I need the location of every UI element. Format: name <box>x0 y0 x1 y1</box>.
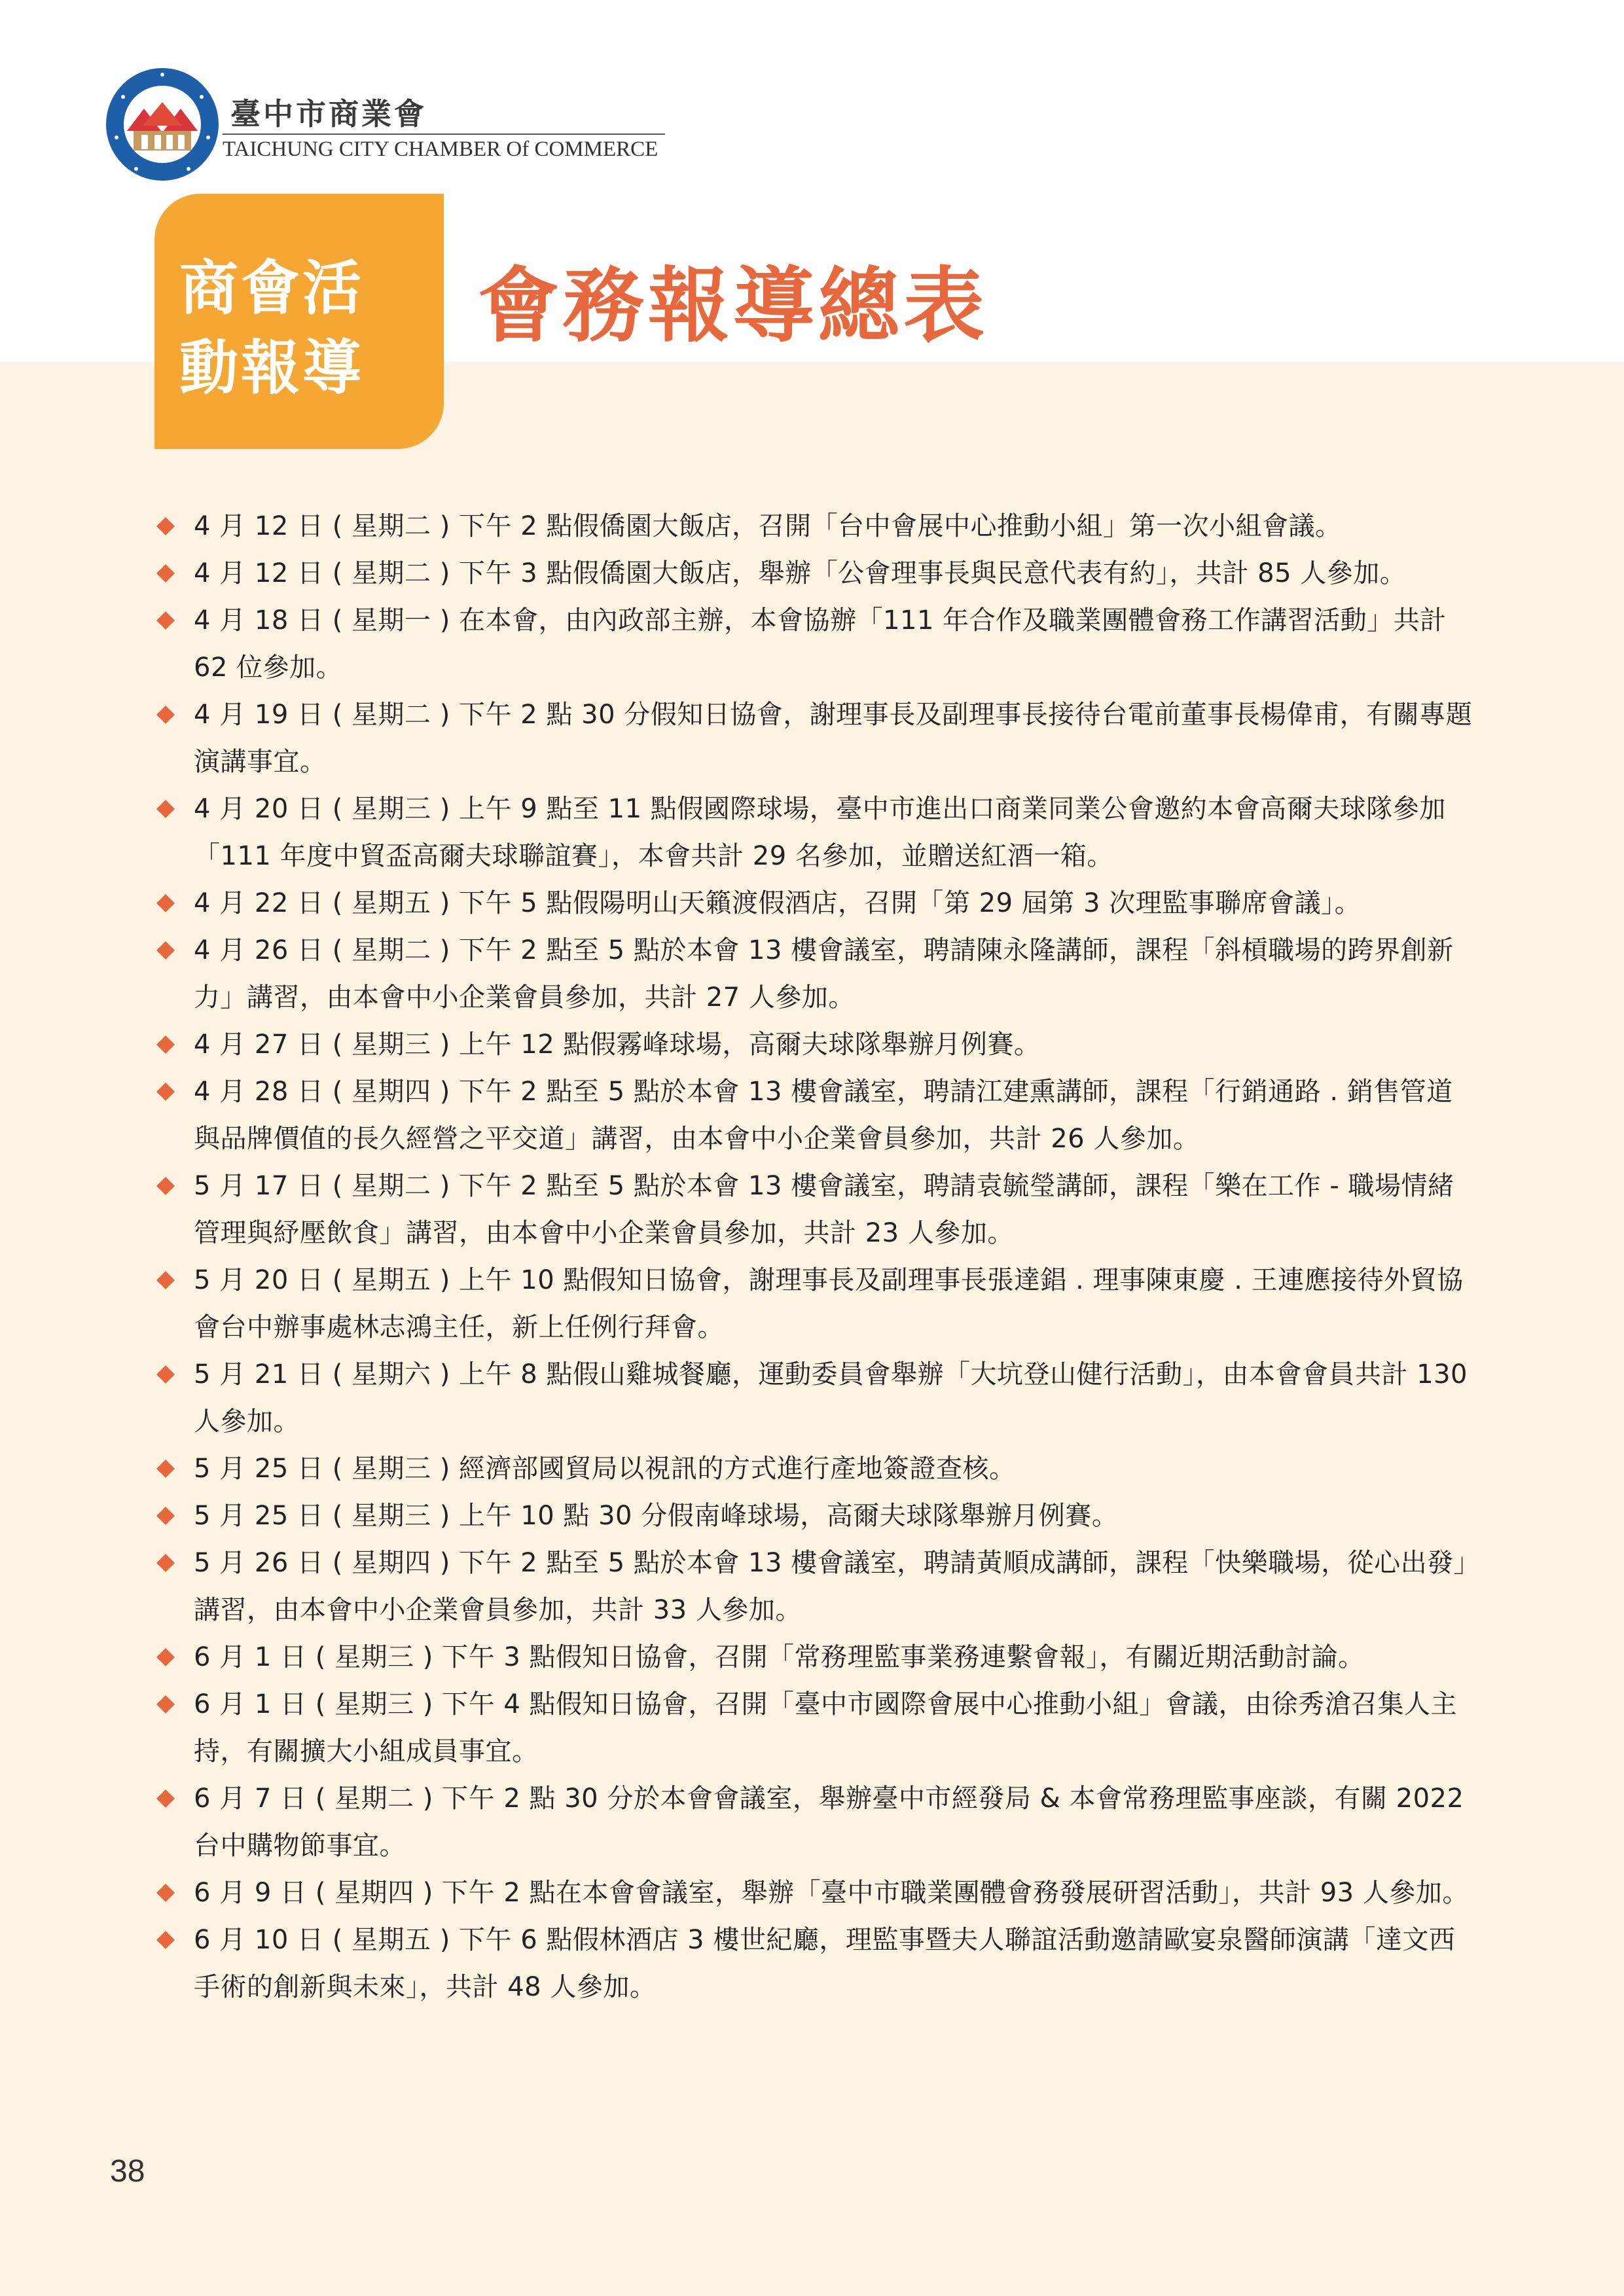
report-item <box>154 1068 1477 1162</box>
diamond-bullet-icon <box>156 1176 175 1196</box>
report-list <box>154 503 1477 2011</box>
report-item <box>154 1916 1477 2011</box>
report-item <box>154 880 1477 927</box>
report-item <box>154 1445 1477 1492</box>
report-item-text: 5 月 17 日 ( 星期二 ) 下午 2 點至 5 點於本會 13 樓會議室，聘請袁毓瑩講師，課程「樂在工作 - 職場情緒管理與紓壓飲食」講習，由本會中小企業會員參加，共計 23 人參加。 <box>194 1171 1454 1248</box>
report-item-text: 6 月 9 日 ( 星期四 ) 下午 2 點在本會會議室，舉辦「臺中市職業團體會務發展研習活動」，共計 93 人參加。 <box>194 1878 1469 1908</box>
report-item <box>154 1634 1477 1681</box>
diamond-bullet-icon <box>156 1035 175 1054</box>
report-item <box>154 503 1477 550</box>
diamond-bullet-icon <box>156 1506 175 1526</box>
report-item-text: 4 月 26 日 ( 星期二 ) 下午 2 點至 5 點於本會 13 樓會議室，聘請陳永隆講師，課程「斜槓職場的跨界創新力」講習，由本會中小企業會員參加，共計 27 人參加。 <box>194 935 1454 1013</box>
diamond-bullet-icon <box>156 1930 175 1950</box>
diamond-bullet-icon <box>156 1789 175 1808</box>
report-item <box>154 785 1477 880</box>
page-title: 會務報導總表 <box>478 259 989 353</box>
report-item <box>154 1539 1477 1634</box>
section-tag-line-2: 動報導 <box>179 334 364 403</box>
report-item-text: 5 月 20 日 ( 星期五 ) 上午 10 點假知日協會，謝理事長及副理事長張達錩 . 理事陳東慶 . 王連應接待外貿協會台中辦事處林志鴻主任，新上任例行拜會。 <box>194 1265 1464 1342</box>
diamond-bullet-icon <box>156 1553 175 1573</box>
report-item <box>154 1162 1477 1257</box>
report-item-text: 5 月 21 日 ( 星期六 ) 上午 8 點假山雞城餐廳，運動委員會舉辦「大坑登山健行活動」，由本會會員共計 130 人參加。 <box>194 1359 1468 1437</box>
diamond-bullet-icon <box>156 516 175 536</box>
diamond-bullet-icon <box>156 1082 175 1102</box>
report-item-text: 6 月 1 日 ( 星期三 ) 下午 4 點假知日協會，召開「臺中市國際會展中心推動小組」會議，由徐秀滄召集人主持，有關擴大小組成員事宜。 <box>194 1689 1457 1767</box>
diamond-bullet-icon <box>156 705 175 725</box>
diamond-bullet-icon <box>156 1270 175 1290</box>
org-name-zh: 臺中市商業會 <box>230 96 427 132</box>
report-item-text: 4 月 27 日 ( 星期三 ) 上午 12 點假霧峰球場，高爾夫球隊舉辦月例賽。 <box>194 1030 1041 1060</box>
report-item <box>154 1492 1477 1539</box>
report-item <box>154 1351 1477 1445</box>
report-item-text: 4 月 12 日 ( 星期二 ) 下午 2 點假僑園大飯店，召開「台中會展中心推動小組」第一次小組會議。 <box>194 511 1342 541</box>
report-item-text: 5 月 26 日 ( 星期四 ) 下午 2 點至 5 點於本會 13 樓會議室，聘請黃順成講師，課程「快樂職場，從心出發」講習，由本會中小企業會員參加，共計 33 人參加。 <box>194 1548 1468 1625</box>
report-item <box>154 597 1477 691</box>
report-item-text: 4 月 18 日 ( 星期一 ) 在本會，由內政部主辦，本會協辦「111 年合作及職業團體會務工作講習活動」共計 62 位參加。 <box>194 605 1447 683</box>
report-item-text: 4 月 28 日 ( 星期四 ) 下午 2 點至 5 點於本會 13 樓會議室，聘請江建熏講師，課程「行銷通路 . 銷售管道與品牌價值的長久經營之平交道」講習，由本會中小企業會員參加，共計 26 人參加。 <box>194 1077 1453 1154</box>
diamond-bullet-icon <box>156 1647 175 1667</box>
report-item <box>154 691 1477 785</box>
report-item <box>154 1021 1477 1068</box>
report-item-text: 4 月 19 日 ( 星期二 ) 下午 2 點 30 分假知日協會，謝理事長及副理事長接待台電前董事長楊偉甫，有關專題演講事宜。 <box>194 700 1473 777</box>
report-item <box>154 1257 1477 1351</box>
report-item-text: 4 月 22 日 ( 星期五 ) 下午 5 點假陽明山天籟渡假酒店，召開「第 29 屆第 3 次理監事聯席會議」。 <box>194 888 1362 918</box>
page-number: 38 <box>110 2154 145 2189</box>
report-item-text: 5 月 25 日 ( 星期三 ) 上午 10 點 30 分假南峰球場，高爾夫球隊舉辦月例賽。 <box>194 1501 1119 1531</box>
report-item <box>154 927 1477 1021</box>
diamond-bullet-icon <box>156 1459 175 1479</box>
section-tag-line-1: 商會活 <box>179 254 364 323</box>
report-item-text: 4 月 12 日 ( 星期二 ) 下午 3 點假僑園大飯店，舉辦「公會理事長與民意代表有約」，共計 85 人參加。 <box>194 558 1407 588</box>
diamond-bullet-icon <box>156 893 175 913</box>
chamber-seal-logo-icon <box>103 65 221 183</box>
org-name-en: TAICHUNG CITY CHAMBER Of COMMERCE <box>223 134 665 162</box>
report-item-text: 6 月 1 日 ( 星期三 ) 下午 3 點假知日協會，召開「常務理監事業務連繫會報」，有關近期活動討論。 <box>194 1642 1365 1672</box>
report-item <box>154 550 1477 597</box>
report-item-text: 6 月 10 日 ( 星期五 ) 下午 6 點假林酒店 3 樓世紀廳，理監事暨夫人聯誼活動邀請歐宴泉醫師演講「達文西手術的創新與未來」，共計 48 人參加。 <box>194 1925 1456 2002</box>
diamond-bullet-icon <box>156 564 175 583</box>
section-tag <box>154 194 444 449</box>
report-item <box>154 1775 1477 1869</box>
diamond-bullet-icon <box>156 799 175 819</box>
diamond-bullet-icon <box>156 1695 175 1714</box>
report-item-text: 6 月 7 日 ( 星期二 ) 下午 2 點 30 分於本會會議室，舉辦臺中市經發局 & 本會常務理監事座談，有關 2022 台中購物節事宜。 <box>194 1784 1464 1861</box>
report-item <box>154 1869 1477 1916</box>
diamond-bullet-icon <box>156 1365 175 1384</box>
report-item <box>154 1681 1477 1775</box>
report-item-text: 4 月 20 日 ( 星期三 ) 上午 9 點至 11 點假國際球場，臺中市進出口商業同業公會邀約本會高爾夫球隊參加「111 年度中貿盃高爾夫球聯誼賽」，本會共計 29 名參加，並贈送紅酒一箱。 <box>194 794 1446 871</box>
diamond-bullet-icon <box>156 941 175 960</box>
diamond-bullet-icon <box>156 1883 175 1903</box>
report-item-text: 5 月 25 日 ( 星期三 ) 經濟部國貿局以視訊的方式進行產地簽證查核。 <box>194 1454 1016 1484</box>
diamond-bullet-icon <box>156 611 175 630</box>
